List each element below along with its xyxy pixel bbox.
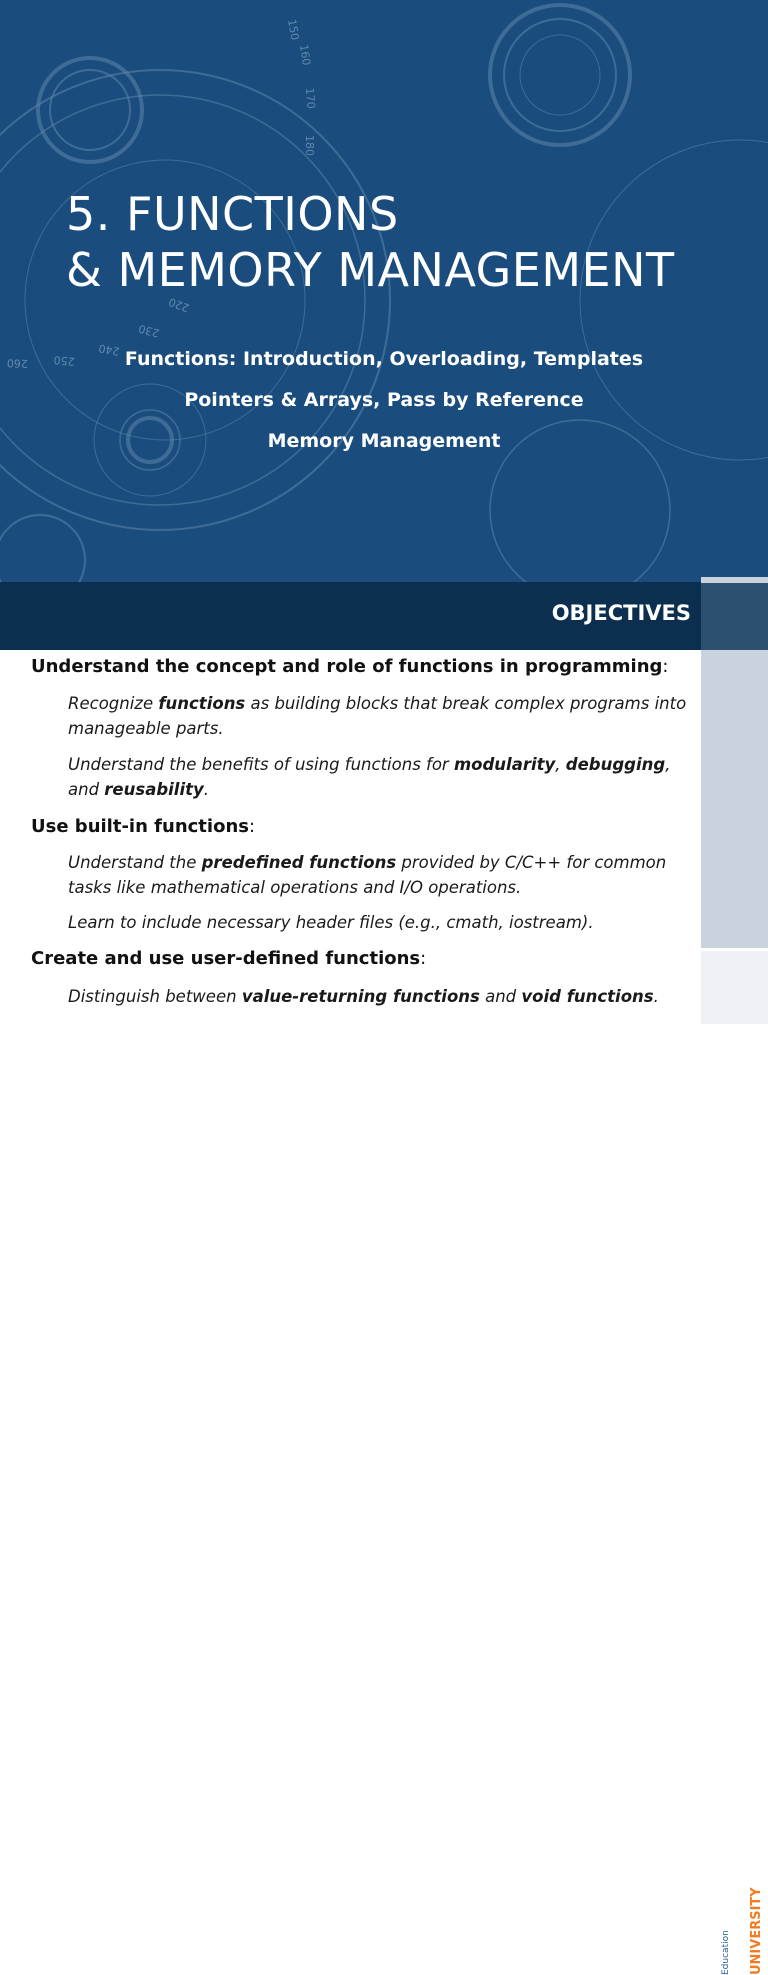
section-heading: Understand the concept and role of functions in programming: — [31, 656, 669, 677]
logo-line-2: UNIVERSITY — [749, 1887, 764, 1975]
dial-number: 250 — [53, 353, 76, 368]
subtitle-line: Functions: Introduction, Overloading, Templates — [124, 348, 644, 370]
subtitle-line: Memory Management — [267, 430, 501, 452]
dial-number: 150 — [285, 18, 302, 42]
objective-item: Learn to include necessary header files (e.g., cmath, iostream). — [68, 913, 594, 932]
sidebar-top-block — [701, 577, 768, 650]
dial-number: 160 — [297, 43, 313, 67]
objective-item: Understand the predefined functions provided by C/C++ for common tasks like mathematical operations and I/O operations. — [68, 853, 667, 897]
objective-item: Recognize functions as building blocks that break complex programs into manageable parts. — [68, 694, 687, 738]
dial-number: 230 — [137, 321, 161, 340]
sidebar-top-line — [701, 577, 768, 583]
page-title — [66, 186, 675, 298]
dial-number: 240 — [97, 341, 121, 358]
dial-number: 170 — [303, 87, 318, 110]
subtitle-line: Pointers & Arrays, Pass by Reference — [184, 389, 584, 411]
university-logo — [701, 951, 768, 1975]
title-line-1: 5. FUNCTIONS — [66, 187, 399, 241]
dial-number: 220 — [166, 294, 192, 315]
logo-line-1: Education — [721, 1930, 731, 1975]
dial-number: 180 — [303, 135, 316, 156]
title-banner — [0, 0, 768, 582]
section-heading: Use built-in functions: — [31, 816, 256, 837]
title-line-2: & MEMORY MANAGEMENT — [66, 243, 675, 297]
objectives-heading: OBJECTIVES — [551, 601, 691, 625]
dial-number: 260 — [6, 356, 29, 370]
objective-item: Distinguish between value-returning functions and void functions. — [68, 987, 659, 1006]
section-heading: Create and use user-defined functions: — [31, 948, 427, 969]
course-code-text: PRF193 — [14, 653, 68, 935]
objective-item: Understand the benefits of using functions for modularity, debugging, and reusability. — [68, 755, 671, 799]
objectives-header-bar — [0, 582, 701, 650]
subtitle-list — [0, 344, 768, 467]
objectives-content — [0, 650, 701, 1024]
